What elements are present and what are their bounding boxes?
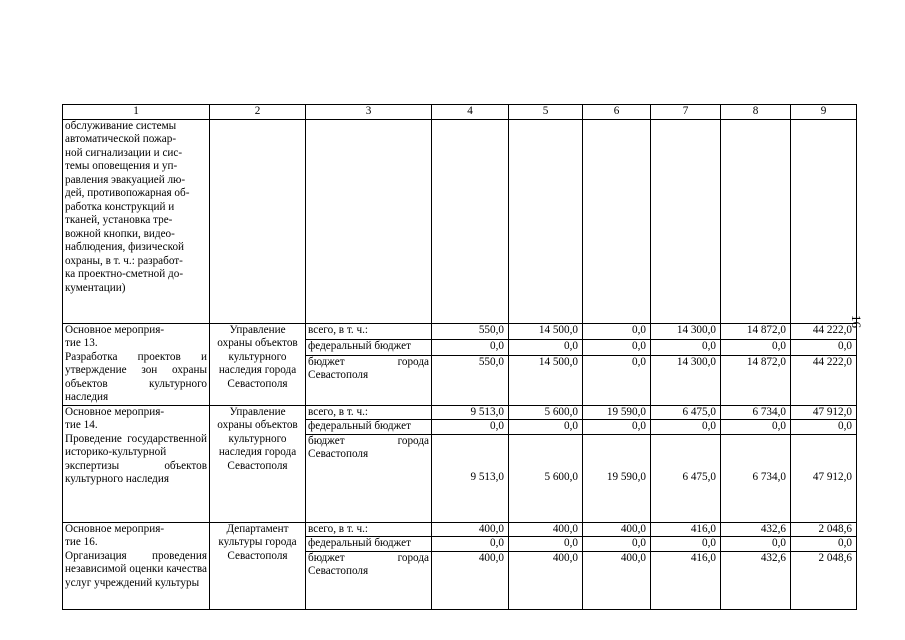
value-cell: 14 500,0 — [509, 355, 583, 405]
value-cell: 0,0 — [583, 339, 651, 355]
value-cell: 400,0 — [583, 522, 651, 537]
value-cell: 0,0 — [509, 420, 583, 435]
value-cell: 416,0 — [651, 551, 721, 609]
source-label: бюджет города Севастополя — [306, 551, 432, 609]
source-label: бюджет города Севастополя — [306, 434, 432, 522]
value-cell: 0,0 — [583, 323, 651, 339]
column-number: 3 — [306, 105, 432, 120]
value-cell: 0,0 — [651, 339, 721, 355]
source-label: всего, в т. ч.: — [306, 522, 432, 537]
column-number: 8 — [721, 105, 791, 120]
column-number: 2 — [210, 105, 306, 120]
value-cell: 6 475,0 — [651, 434, 721, 522]
column-number: 6 — [583, 105, 651, 120]
activity-cell: Основное мероприя- тие 13. Разработка проектов и утверждение зон охраны объектов культурного наследия — [63, 323, 210, 405]
value-cell: 0,0 — [651, 420, 721, 435]
value-cell: 0,0 — [432, 339, 509, 355]
value-cell: 2 048,6 — [791, 522, 857, 537]
value-cell: 0,0 — [721, 537, 791, 552]
value-cell: 19 590,0 — [583, 405, 651, 420]
value-cell: 2 048,6 — [791, 551, 857, 609]
source-label: всего, в т. ч.: — [306, 323, 432, 339]
source-label: федеральный бюджет — [306, 420, 432, 435]
column-number: 4 — [432, 105, 509, 120]
value-cell: 400,0 — [432, 551, 509, 609]
value-cell: 6 475,0 — [651, 405, 721, 420]
value-cell: 0,0 — [791, 339, 857, 355]
value-cell: 9 513,0 — [432, 405, 509, 420]
page-number: 16 — [849, 315, 864, 328]
value-cell: 0,0 — [432, 420, 509, 435]
value-cell: 0,0 — [509, 537, 583, 552]
source-label: федеральный бюджет — [306, 537, 432, 552]
value-cell: 400,0 — [509, 551, 583, 609]
column-number: 1 — [63, 105, 210, 120]
executor-cell: Управление охраны объектов культурного наследия города Севастополя — [210, 405, 306, 522]
value-cell: 5 600,0 — [509, 405, 583, 420]
value-cell: 14 872,0 — [721, 323, 791, 339]
column-number: 7 — [651, 105, 721, 120]
column-number-row — [63, 105, 857, 120]
column-number: 9 — [791, 105, 857, 120]
executor-cell: Управление охраны объектов культурного наследия города Севастополя — [210, 323, 306, 405]
value-cell: 14 300,0 — [651, 323, 721, 339]
value-cell: 400,0 — [432, 522, 509, 537]
budget-table — [62, 104, 857, 610]
value-cell: 0,0 — [432, 537, 509, 552]
value-cell: 14 300,0 — [651, 355, 721, 405]
value-cell: 0,0 — [583, 355, 651, 405]
value-cell: 44 222,0 — [791, 323, 857, 339]
value-cell: 0,0 — [791, 420, 857, 435]
value-cell: 0,0 — [721, 339, 791, 355]
value-cell: 550,0 — [432, 323, 509, 339]
source-label: всего, в т. ч.: — [306, 405, 432, 420]
value-cell: 432,6 — [721, 551, 791, 609]
source-label: федеральный бюджет — [306, 339, 432, 355]
value-cell: 6 734,0 — [721, 405, 791, 420]
value-cell: 47 912,0 — [791, 405, 857, 420]
value-cell: 400,0 — [509, 522, 583, 537]
value-cell: 550,0 — [432, 355, 509, 405]
source-label: бюджет города Севастополя — [306, 355, 432, 405]
value-cell: 19 590,0 — [583, 434, 651, 522]
value-cell: 9 513,0 — [432, 434, 509, 522]
value-cell: 5 600,0 — [509, 434, 583, 522]
value-cell: 0,0 — [509, 339, 583, 355]
table-row — [63, 405, 857, 420]
table-row — [63, 323, 857, 339]
continuation-row — [63, 119, 857, 323]
activity-cell: Основное мероприя- тие 16. Организация проведения независимой оценки качества услуг учреждений культуры — [63, 522, 210, 609]
value-cell: 47 912,0 — [791, 434, 857, 522]
value-cell: 44 222,0 — [791, 355, 857, 405]
activity-cell: Основное мероприя- тие 14. Проведение государственной историко-культурной экспертизы объектов культурного наследия — [63, 405, 210, 522]
value-cell: 14 872,0 — [721, 355, 791, 405]
value-cell: 400,0 — [583, 551, 651, 609]
value-cell: 432,6 — [721, 522, 791, 537]
value-cell: 0,0 — [651, 537, 721, 552]
executor-cell: Департамент культуры города Севастополя — [210, 522, 306, 609]
value-cell: 416,0 — [651, 522, 721, 537]
continuation-text: обслуживание системы автоматической пожар- ной сигнализации и сис- темы оповещения и уп- равления эвакуацией лю- дей, противопожарная об- работка конструкций и тканей, установка тре- вожной кнопки, видео- наблюдения, физической охраны, в т. ч.: разработ- ка проектно-сметной до- кументации) — [63, 119, 210, 323]
value-cell: 14 500,0 — [509, 323, 583, 339]
value-cell: 0,0 — [721, 420, 791, 435]
column-number: 5 — [509, 105, 583, 120]
value-cell: 0,0 — [791, 537, 857, 552]
value-cell: 6 734,0 — [721, 434, 791, 522]
value-cell: 0,0 — [583, 420, 651, 435]
table-row — [63, 522, 857, 537]
value-cell: 0,0 — [583, 537, 651, 552]
